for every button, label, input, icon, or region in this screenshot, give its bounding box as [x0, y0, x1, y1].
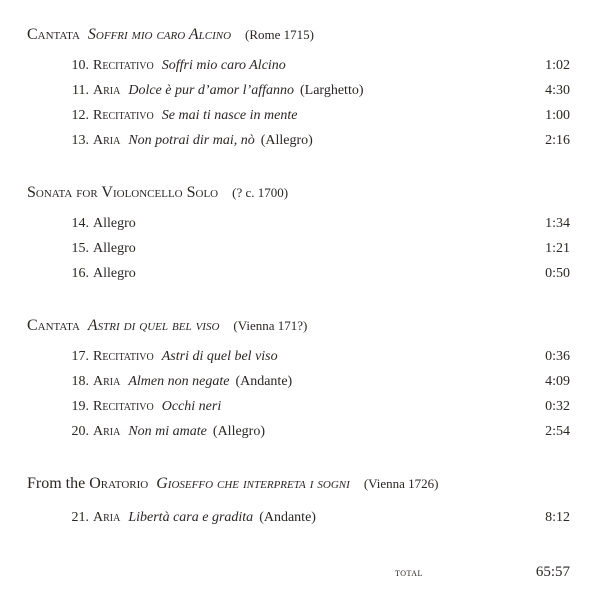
track-form: Recitativo [93, 349, 154, 364]
track-title: Non potrai dir mai, nò [128, 133, 255, 148]
track-duration: 2:54 [545, 424, 570, 439]
track-row [0, 130, 600, 152]
track-row [0, 346, 600, 368]
section-prefix: Cantata [27, 317, 80, 334]
track-duration: 0:36 [545, 349, 570, 364]
track-row [0, 213, 600, 235]
track-tempo: (Andante) [235, 374, 293, 389]
total-duration: 65:57 [535, 564, 570, 580]
section-prefix: Cantata [27, 26, 80, 43]
track-duration: 1:00 [545, 108, 570, 123]
track-number: 18. [71, 374, 89, 389]
track-duration: 0:50 [545, 266, 570, 281]
work-date: (Rome 1715) [245, 27, 315, 42]
track-title: Astri di quel bel viso [161, 349, 278, 364]
track-row [0, 507, 600, 529]
track-tempo: Allegro [93, 266, 136, 281]
section-heading [27, 183, 288, 203]
track-title: Se mai ti nasce in mente [161, 108, 298, 123]
track-title: Almen non negate [128, 374, 230, 389]
work-date: (Vienna 1726) [363, 476, 439, 491]
total-label: total [395, 567, 423, 579]
track-form: Recitativo [93, 399, 154, 414]
track-duration: 4:30 [545, 83, 570, 98]
track-form: Recitativo [93, 58, 154, 73]
track-number: 19. [71, 399, 89, 414]
section-heading [27, 25, 314, 45]
section-heading [27, 474, 438, 494]
track-number: 10. [71, 58, 89, 73]
track-title: Non mi amate [128, 424, 207, 439]
track-number: 20. [71, 424, 89, 439]
track-number: 11. [72, 83, 89, 98]
section-prefix [27, 475, 148, 492]
track-form: Aria [93, 374, 121, 389]
work-title: Soffri mio caro Alcino [87, 26, 232, 43]
track-number: 13. [71, 133, 89, 148]
work-date: (Vienna 171?) [233, 318, 308, 333]
track-duration: 0:32 [545, 399, 570, 414]
section-heading [27, 316, 307, 336]
track-form: Aria [93, 510, 121, 525]
track-duration: 1:34 [545, 216, 570, 231]
track-tempo: Allegro [93, 216, 136, 231]
track-row [0, 421, 600, 443]
track-tempo: (Andante) [259, 510, 316, 525]
track-form: Aria [93, 424, 121, 439]
track-row [0, 396, 600, 418]
track-tempo: Allegro [93, 241, 136, 256]
track-row [0, 238, 600, 260]
track-number: 14. [71, 216, 89, 231]
work-date: (? c. 1700) [232, 185, 289, 200]
track-number: 15. [71, 241, 89, 256]
track-duration: 4:09 [545, 374, 570, 389]
track-row [0, 263, 600, 285]
track-row [0, 55, 600, 77]
track-row [0, 80, 600, 102]
track-row [0, 371, 600, 393]
track-row [0, 105, 600, 127]
track-title: Soffri mio caro Alcino [161, 58, 286, 73]
track-tempo: (Allegro) [212, 424, 265, 439]
section-prefix-text: From the Oratorio [27, 475, 149, 492]
work-title: Astri di quel bel viso [87, 317, 220, 334]
track-number: 17. [71, 349, 89, 364]
track-title: Libertà cara e gradita [128, 510, 254, 525]
track-form: Aria [93, 83, 121, 98]
track-title: Occhi neri [161, 399, 222, 414]
track-number: 12. [71, 108, 89, 123]
track-duration: 1:02 [545, 58, 570, 73]
track-form: Aria [93, 133, 121, 148]
track-number: 16. [71, 266, 89, 281]
track-duration: 2:16 [545, 133, 570, 148]
track-form: Recitativo [93, 108, 154, 123]
track-number: 21. [71, 510, 89, 525]
track-title: Dolce è pur d’amor l’affanno [128, 83, 294, 98]
track-duration: 1:21 [545, 241, 570, 256]
track-tempo: (Larghetto) [300, 83, 364, 98]
track-tempo: (Allegro) [260, 133, 313, 148]
track-duration: 8:12 [545, 510, 570, 525]
section-prefix: Sonata for Violoncello Solo [27, 184, 219, 201]
work-title: Gioseffo che interpreta i sogni [156, 475, 350, 492]
